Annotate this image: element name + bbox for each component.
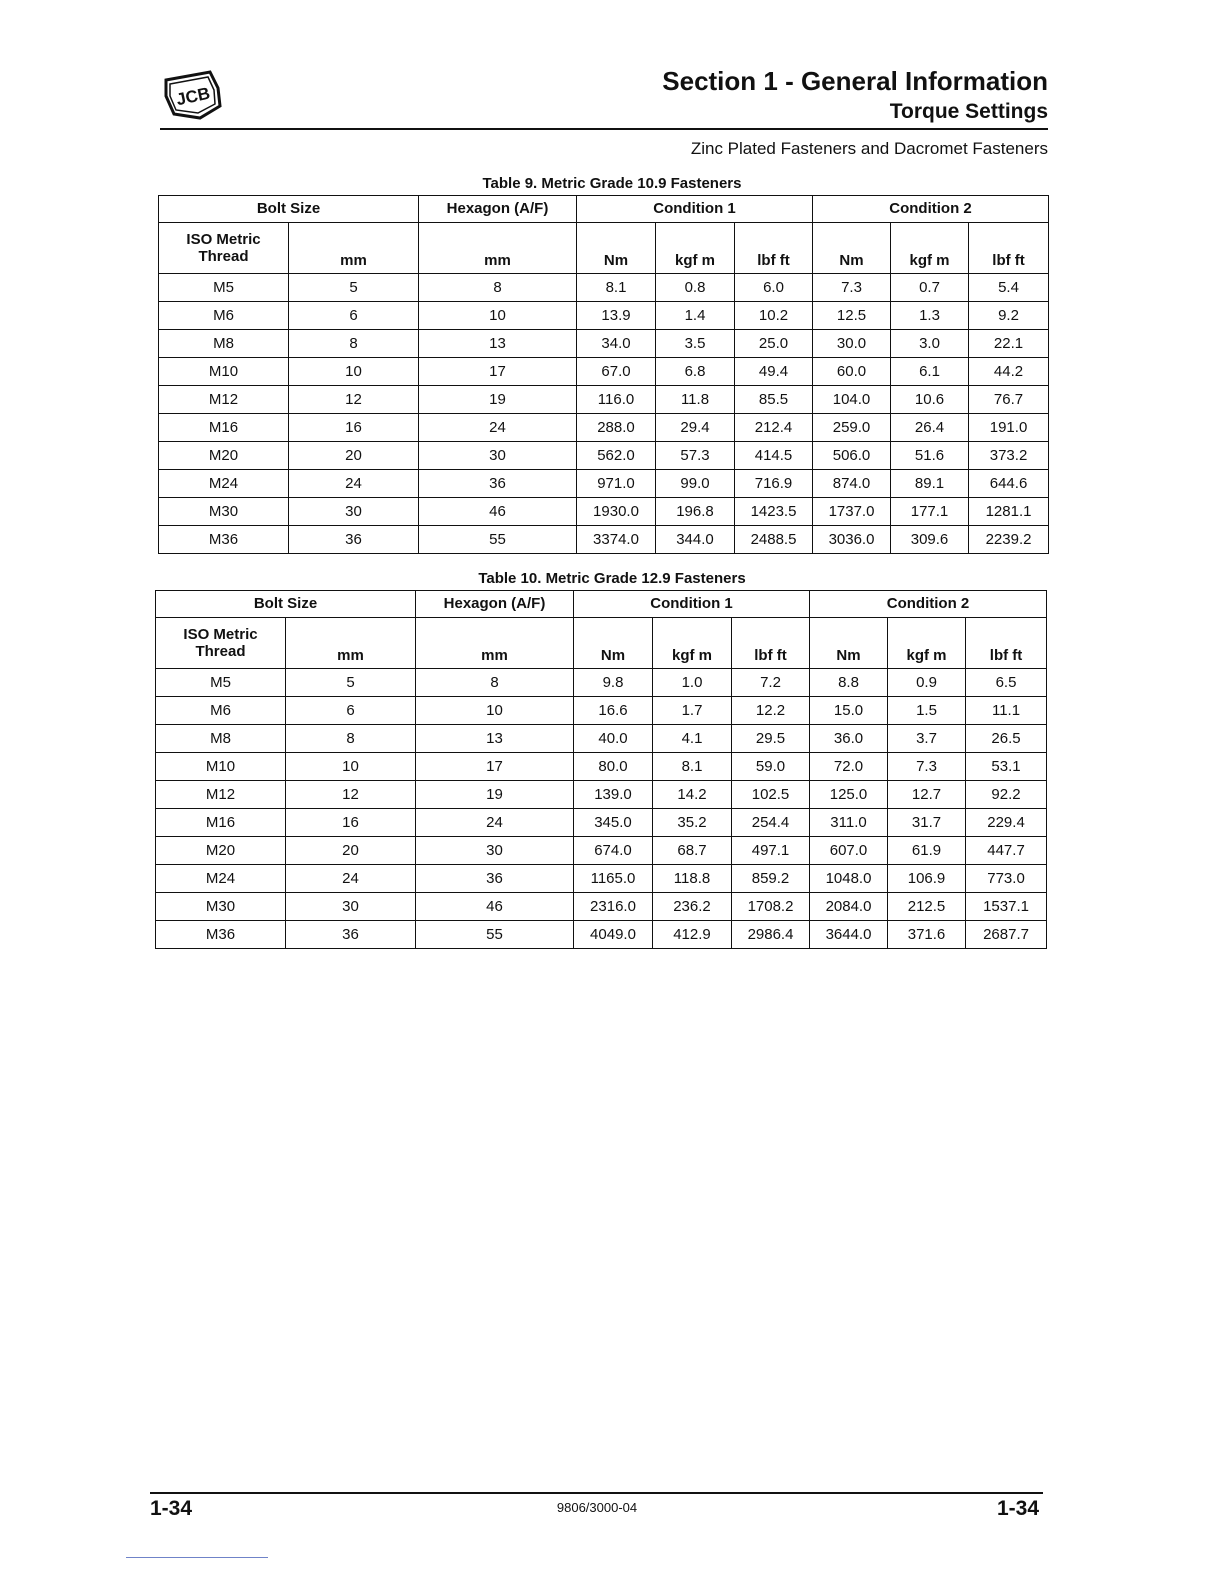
cell-c2-kgfm: 0.9 <box>888 669 966 697</box>
cell-c1-nm: 971.0 <box>577 470 656 498</box>
cell-bolt-mm: 20 <box>289 442 419 470</box>
cell-c2-lbfft: 2687.7 <box>966 921 1047 949</box>
table-row <box>159 498 1049 526</box>
cell-bolt-mm: 5 <box>289 274 419 302</box>
c1-lbfft-header: lbf ft <box>732 618 810 669</box>
cell-hex-mm: 30 <box>419 442 577 470</box>
cell-hex-mm: 36 <box>419 470 577 498</box>
cell-c1-nm: 80.0 <box>574 753 653 781</box>
cell-c2-nm: 506.0 <box>813 442 891 470</box>
condition2-header: Condition 2 <box>813 196 1049 223</box>
bolt-size-header: Bolt Size <box>159 196 419 223</box>
cell-c1-nm: 34.0 <box>577 330 656 358</box>
cell-c1-kgfm: 11.8 <box>656 386 735 414</box>
cell-c2-lbfft: 53.1 <box>966 753 1047 781</box>
cell-hex-mm: 19 <box>416 781 574 809</box>
cell-c1-lbfft: 7.2 <box>732 669 810 697</box>
cell-c1-lbfft: 1708.2 <box>732 893 810 921</box>
cell-bolt-mm: 30 <box>286 893 416 921</box>
cell-c2-lbfft: 5.4 <box>969 274 1049 302</box>
cell-c1-lbfft: 1423.5 <box>735 498 813 526</box>
cell-c2-nm: 607.0 <box>810 837 888 865</box>
cell-c2-lbfft: 191.0 <box>969 414 1049 442</box>
c1-nm-header: Nm <box>577 223 656 274</box>
cell-c1-nm: 2316.0 <box>574 893 653 921</box>
cell-c2-nm: 2084.0 <box>810 893 888 921</box>
cell-thread: M20 <box>156 837 286 865</box>
cell-hex-mm: 55 <box>419 526 577 554</box>
cell-c1-nm: 288.0 <box>577 414 656 442</box>
cell-thread: M20 <box>159 442 289 470</box>
document-number: 9806/3000-04 <box>556 1500 638 1515</box>
cell-thread: M8 <box>159 330 289 358</box>
table-row <box>159 526 1049 554</box>
cell-hex-mm: 46 <box>416 893 574 921</box>
cell-c2-lbfft: 76.7 <box>969 386 1049 414</box>
cell-bolt-mm: 24 <box>286 865 416 893</box>
cell-c1-nm: 3374.0 <box>577 526 656 554</box>
cell-c2-lbfft: 92.2 <box>966 781 1047 809</box>
table10-body <box>156 669 1047 949</box>
cell-bolt-mm: 12 <box>289 386 419 414</box>
cell-c2-lbfft: 1281.1 <box>969 498 1049 526</box>
cell-c2-nm: 72.0 <box>810 753 888 781</box>
cell-bolt-mm: 30 <box>289 498 419 526</box>
table-row <box>156 809 1047 837</box>
cell-hex-mm: 30 <box>416 837 574 865</box>
cell-c2-nm: 259.0 <box>813 414 891 442</box>
logo-text: JCB <box>174 83 212 110</box>
cell-thread: M24 <box>159 470 289 498</box>
cell-hex-mm: 17 <box>419 358 577 386</box>
cell-c2-kgfm: 12.7 <box>888 781 966 809</box>
cell-bolt-mm: 10 <box>286 753 416 781</box>
cell-c2-kgfm: 26.4 <box>891 414 969 442</box>
cell-c1-lbfft: 59.0 <box>732 753 810 781</box>
c1-nm-header: Nm <box>574 618 653 669</box>
cell-c2-nm: 60.0 <box>813 358 891 386</box>
jcb-logo <box>160 66 226 124</box>
c1-kgfm-header: kgf m <box>653 618 732 669</box>
cell-c2-nm: 15.0 <box>810 697 888 725</box>
cell-c1-kgfm: 35.2 <box>653 809 732 837</box>
table-row <box>156 725 1047 753</box>
c1-lbfft-header: lbf ft <box>735 223 813 274</box>
cell-c1-lbfft: 12.2 <box>732 697 810 725</box>
cell-thread: M16 <box>156 809 286 837</box>
table10-caption: Table 10. Metric Grade 12.9 Fasteners <box>478 570 746 587</box>
condition1-header: Condition 1 <box>574 591 810 618</box>
iso-thread-header <box>156 618 286 669</box>
hexagon-header: Hexagon (A/F) <box>416 591 574 618</box>
cell-hex-mm: 10 <box>419 302 577 330</box>
cell-c2-kgfm: 1.5 <box>888 697 966 725</box>
cell-thread: M10 <box>156 753 286 781</box>
cell-c2-lbfft: 373.2 <box>969 442 1049 470</box>
page-subtitle: Torque Settings <box>889 100 1048 123</box>
table-row <box>156 921 1047 949</box>
page-number-right: 1-34 <box>997 1497 1040 1520</box>
cell-c1-kgfm: 4.1 <box>653 725 732 753</box>
cell-c1-nm: 13.9 <box>577 302 656 330</box>
cell-c1-kgfm: 236.2 <box>653 893 732 921</box>
cell-c2-nm: 36.0 <box>810 725 888 753</box>
cell-c1-nm: 116.0 <box>577 386 656 414</box>
table9 <box>158 195 1049 554</box>
cell-c1-nm: 40.0 <box>574 725 653 753</box>
cell-c2-kgfm: 106.9 <box>888 865 966 893</box>
cell-c2-lbfft: 773.0 <box>966 865 1047 893</box>
cell-bolt-mm: 36 <box>286 921 416 949</box>
cell-c2-nm: 125.0 <box>810 781 888 809</box>
cell-c2-lbfft: 26.5 <box>966 725 1047 753</box>
cell-hex-mm: 8 <box>419 274 577 302</box>
cell-c1-lbfft: 85.5 <box>735 386 813 414</box>
cell-c2-kgfm: 31.7 <box>888 809 966 837</box>
cell-c1-kgfm: 3.5 <box>656 330 735 358</box>
cell-thread: M36 <box>156 921 286 949</box>
table-row <box>159 470 1049 498</box>
cell-hex-mm: 36 <box>416 865 574 893</box>
iso-line2: Thread <box>195 643 246 660</box>
cell-c2-kgfm: 3.7 <box>888 725 966 753</box>
cell-c1-kgfm: 29.4 <box>656 414 735 442</box>
cell-c1-kgfm: 68.7 <box>653 837 732 865</box>
cell-c2-lbfft: 11.1 <box>966 697 1047 725</box>
table-row <box>159 386 1049 414</box>
cell-c2-lbfft: 644.6 <box>969 470 1049 498</box>
cell-c2-lbfft: 9.2 <box>969 302 1049 330</box>
cell-thread: M6 <box>156 697 286 725</box>
cell-hex-mm: 46 <box>419 498 577 526</box>
cell-c2-kgfm: 1.3 <box>891 302 969 330</box>
cell-thread: M5 <box>156 669 286 697</box>
iso-line2: Thread <box>198 248 249 265</box>
table-row <box>159 274 1049 302</box>
cell-c2-kgfm: 3.0 <box>891 330 969 358</box>
cell-thread: M12 <box>156 781 286 809</box>
cell-thread: M6 <box>159 302 289 330</box>
cell-c2-kgfm: 6.1 <box>891 358 969 386</box>
cell-hex-mm: 8 <box>416 669 574 697</box>
condition1-header: Condition 1 <box>577 196 813 223</box>
header-rule <box>160 128 1048 130</box>
hexagon-header: Hexagon (A/F) <box>419 196 577 223</box>
cell-bolt-mm: 16 <box>289 414 419 442</box>
cell-c1-lbfft: 29.5 <box>732 725 810 753</box>
table-row <box>156 865 1047 893</box>
cell-thread: M30 <box>159 498 289 526</box>
cell-bolt-mm: 6 <box>289 302 419 330</box>
cell-c1-kgfm: 8.1 <box>653 753 732 781</box>
cell-thread: M8 <box>156 725 286 753</box>
section-title: Section 1 - General Information <box>662 66 1048 96</box>
cell-c1-nm: 8.1 <box>577 274 656 302</box>
table-row <box>159 442 1049 470</box>
table-row <box>156 837 1047 865</box>
cell-c2-nm: 874.0 <box>813 470 891 498</box>
cell-thread: M5 <box>159 274 289 302</box>
table-row <box>159 358 1049 386</box>
cell-c2-kgfm: 309.6 <box>891 526 969 554</box>
cell-c2-nm: 1048.0 <box>810 865 888 893</box>
cell-c1-kgfm: 57.3 <box>656 442 735 470</box>
cell-c2-nm: 311.0 <box>810 809 888 837</box>
footer-rule <box>150 1492 1043 1494</box>
cell-hex-mm: 17 <box>416 753 574 781</box>
cell-c1-nm: 16.6 <box>574 697 653 725</box>
cell-c2-lbfft: 229.4 <box>966 809 1047 837</box>
cell-c2-lbfft: 2239.2 <box>969 526 1049 554</box>
c2-kgfm-header: kgf m <box>888 618 966 669</box>
iso-line1: ISO Metric <box>186 230 261 248</box>
iso-line1: ISO Metric <box>183 625 258 643</box>
condition2-header: Condition 2 <box>810 591 1047 618</box>
cell-c1-lbfft: 859.2 <box>732 865 810 893</box>
table9-body <box>159 274 1049 554</box>
bolt-size-header: Bolt Size <box>156 591 416 618</box>
c2-nm-header: Nm <box>813 223 891 274</box>
cell-c1-lbfft: 102.5 <box>732 781 810 809</box>
fastener-note: Zinc Plated Fasteners and Dacromet Fasteners <box>690 139 1048 158</box>
cell-c1-lbfft: 6.0 <box>735 274 813 302</box>
cell-c2-nm: 104.0 <box>813 386 891 414</box>
cell-c2-lbfft: 22.1 <box>969 330 1049 358</box>
cell-bolt-mm: 10 <box>289 358 419 386</box>
cell-hex-mm: 24 <box>419 414 577 442</box>
cell-c2-kgfm: 89.1 <box>891 470 969 498</box>
cell-thread: M36 <box>159 526 289 554</box>
table-row <box>156 669 1047 697</box>
cell-c1-lbfft: 2488.5 <box>735 526 813 554</box>
cell-c1-kgfm: 1.4 <box>656 302 735 330</box>
cell-c2-nm: 8.8 <box>810 669 888 697</box>
cell-c2-nm: 3644.0 <box>810 921 888 949</box>
cell-thread: M12 <box>159 386 289 414</box>
table-row <box>159 330 1049 358</box>
cell-c2-kgfm: 61.9 <box>888 837 966 865</box>
cell-c2-kgfm: 177.1 <box>891 498 969 526</box>
cell-c1-lbfft: 254.4 <box>732 809 810 837</box>
cell-bolt-mm: 8 <box>289 330 419 358</box>
cell-hex-mm: 24 <box>416 809 574 837</box>
footer-link-line <box>126 1557 268 1558</box>
table-row <box>156 781 1047 809</box>
cell-c1-nm: 345.0 <box>574 809 653 837</box>
cell-c1-lbfft: 25.0 <box>735 330 813 358</box>
hex-mm-header: mm <box>416 618 574 669</box>
table-row <box>156 697 1047 725</box>
cell-hex-mm: 13 <box>416 725 574 753</box>
table-row <box>156 753 1047 781</box>
table9-caption: Table 9. Metric Grade 10.9 Fasteners <box>482 175 742 192</box>
cell-bolt-mm: 24 <box>289 470 419 498</box>
cell-c2-kgfm: 212.5 <box>888 893 966 921</box>
table-row <box>156 893 1047 921</box>
cell-thread: M10 <box>159 358 289 386</box>
cell-c1-lbfft: 414.5 <box>735 442 813 470</box>
cell-c1-kgfm: 14.2 <box>653 781 732 809</box>
cell-c1-nm: 1165.0 <box>574 865 653 893</box>
page-number-left: 1-34 <box>150 1497 193 1520</box>
cell-c2-lbfft: 6.5 <box>966 669 1047 697</box>
cell-c1-kgfm: 6.8 <box>656 358 735 386</box>
cell-c2-kgfm: 51.6 <box>891 442 969 470</box>
cell-c1-kgfm: 412.9 <box>653 921 732 949</box>
cell-c2-nm: 30.0 <box>813 330 891 358</box>
hex-mm-header: mm <box>419 223 577 274</box>
cell-c1-kgfm: 99.0 <box>656 470 735 498</box>
cell-bolt-mm: 8 <box>286 725 416 753</box>
cell-c1-kgfm: 1.0 <box>653 669 732 697</box>
c2-kgfm-header: kgf m <box>891 223 969 274</box>
cell-c2-lbfft: 1537.1 <box>966 893 1047 921</box>
cell-thread: M24 <box>156 865 286 893</box>
cell-hex-mm: 10 <box>416 697 574 725</box>
c1-kgfm-header: kgf m <box>656 223 735 274</box>
cell-c1-kgfm: 0.8 <box>656 274 735 302</box>
cell-c1-nm: 9.8 <box>574 669 653 697</box>
c2-nm-header: Nm <box>810 618 888 669</box>
cell-c2-nm: 12.5 <box>813 302 891 330</box>
cell-c1-nm: 139.0 <box>574 781 653 809</box>
cell-thread: M30 <box>156 893 286 921</box>
cell-c1-nm: 1930.0 <box>577 498 656 526</box>
table-row <box>159 302 1049 330</box>
cell-c1-kgfm: 196.8 <box>656 498 735 526</box>
bolt-mm-header: mm <box>289 223 419 274</box>
cell-bolt-mm: 36 <box>289 526 419 554</box>
cell-c1-nm: 67.0 <box>577 358 656 386</box>
cell-c1-kgfm: 344.0 <box>656 526 735 554</box>
cell-c1-kgfm: 118.8 <box>653 865 732 893</box>
table-row <box>159 414 1049 442</box>
cell-c1-lbfft: 2986.4 <box>732 921 810 949</box>
cell-c2-lbfft: 447.7 <box>966 837 1047 865</box>
cell-hex-mm: 55 <box>416 921 574 949</box>
cell-c1-lbfft: 716.9 <box>735 470 813 498</box>
cell-thread: M16 <box>159 414 289 442</box>
cell-c1-lbfft: 212.4 <box>735 414 813 442</box>
cell-bolt-mm: 12 <box>286 781 416 809</box>
cell-c1-lbfft: 497.1 <box>732 837 810 865</box>
cell-bolt-mm: 20 <box>286 837 416 865</box>
cell-c2-nm: 3036.0 <box>813 526 891 554</box>
cell-bolt-mm: 6 <box>286 697 416 725</box>
cell-c1-lbfft: 10.2 <box>735 302 813 330</box>
cell-c2-nm: 1737.0 <box>813 498 891 526</box>
cell-c2-kgfm: 7.3 <box>888 753 966 781</box>
iso-thread-header <box>159 223 289 274</box>
cell-c2-lbfft: 44.2 <box>969 358 1049 386</box>
cell-hex-mm: 19 <box>419 386 577 414</box>
cell-c1-nm: 562.0 <box>577 442 656 470</box>
cell-bolt-mm: 16 <box>286 809 416 837</box>
c2-lbfft-header: lbf ft <box>969 223 1049 274</box>
cell-c2-kgfm: 10.6 <box>891 386 969 414</box>
cell-c2-kgfm: 371.6 <box>888 921 966 949</box>
cell-c1-kgfm: 1.7 <box>653 697 732 725</box>
bolt-mm-header: mm <box>286 618 416 669</box>
cell-c2-kgfm: 0.7 <box>891 274 969 302</box>
table10 <box>155 590 1047 949</box>
cell-c2-nm: 7.3 <box>813 274 891 302</box>
cell-hex-mm: 13 <box>419 330 577 358</box>
cell-bolt-mm: 5 <box>286 669 416 697</box>
cell-c1-nm: 674.0 <box>574 837 653 865</box>
c2-lbfft-header: lbf ft <box>966 618 1047 669</box>
cell-c1-lbfft: 49.4 <box>735 358 813 386</box>
cell-c1-nm: 4049.0 <box>574 921 653 949</box>
